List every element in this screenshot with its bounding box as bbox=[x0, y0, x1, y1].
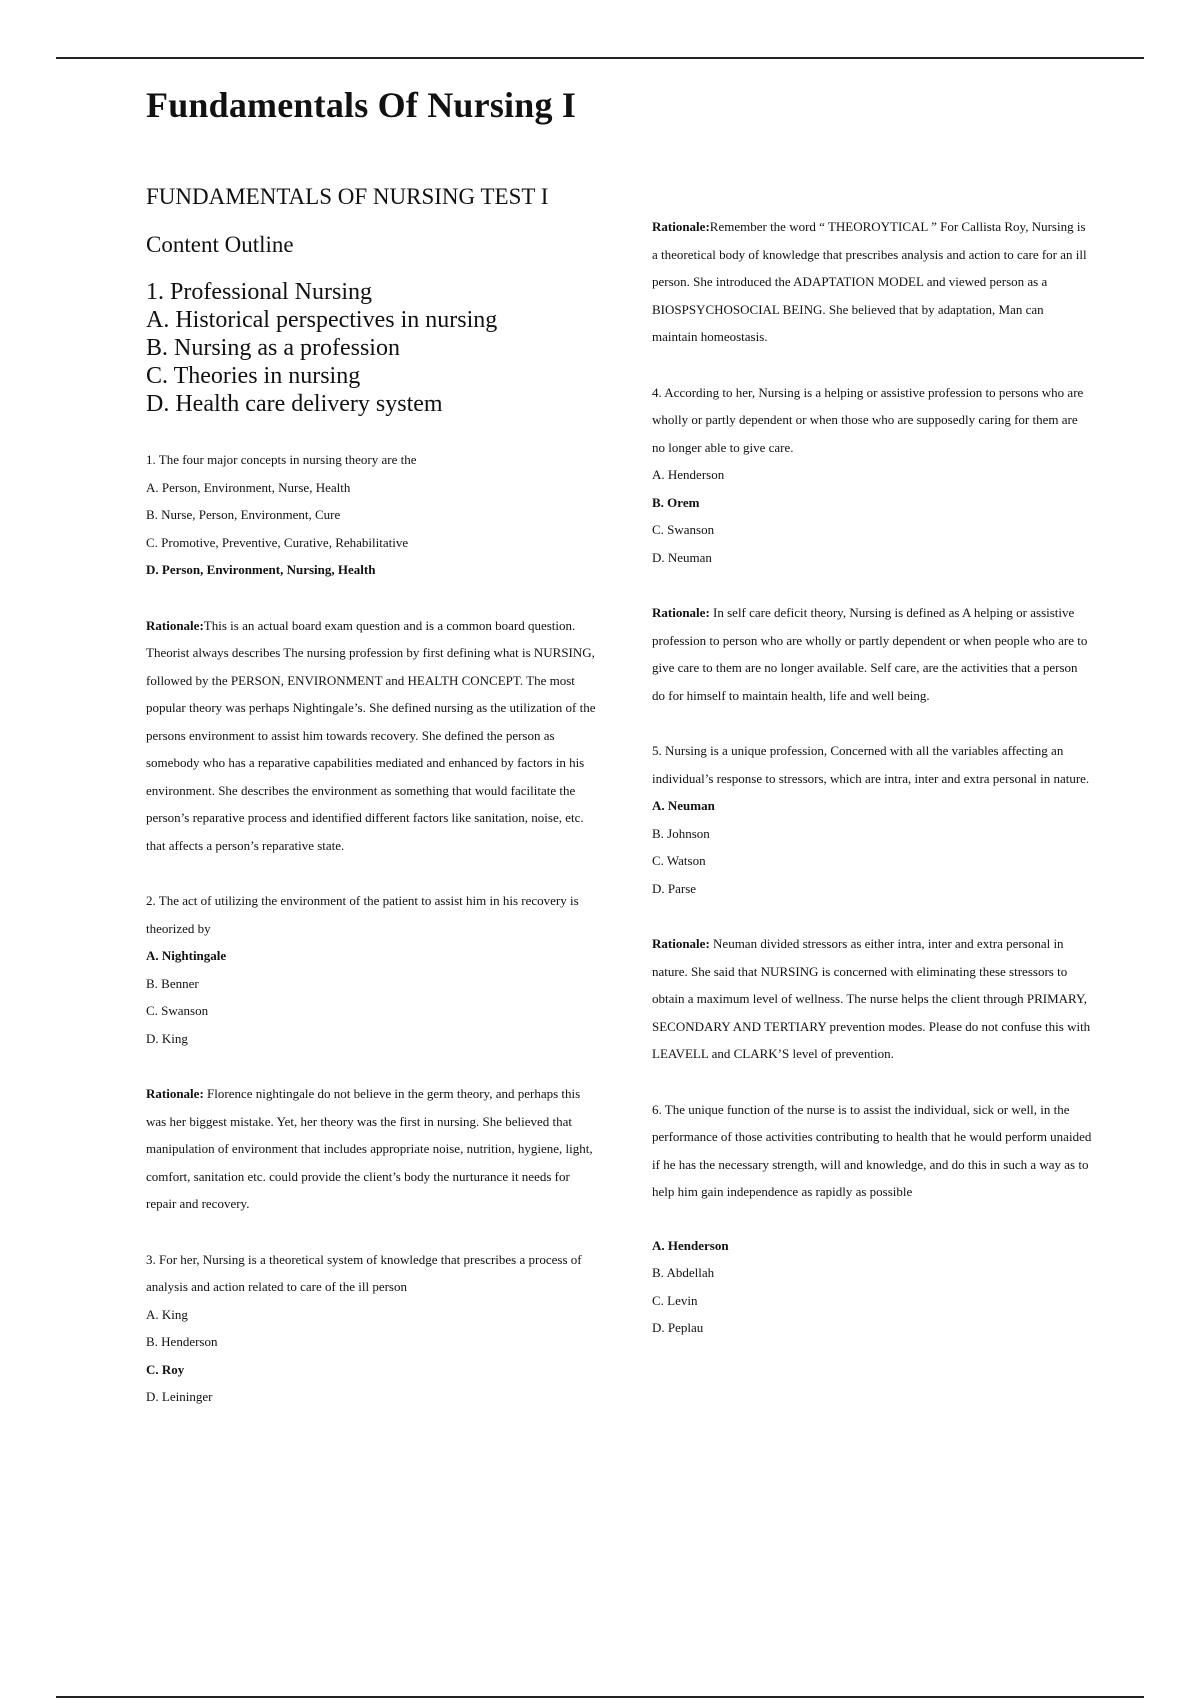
question-3-rationale bbox=[652, 213, 1092, 351]
right-column bbox=[652, 213, 1092, 1342]
spacer bbox=[652, 571, 1092, 599]
answer-option: B. Benner bbox=[146, 975, 199, 991]
rationale-label: Rationale: bbox=[652, 219, 710, 234]
outline-item: C. Theories in nursing bbox=[146, 363, 361, 389]
question-4 bbox=[652, 379, 1092, 710]
answer-option: C. Levin bbox=[652, 1292, 698, 1308]
question-stem: 4. According to her, Nursing is a helping or assistive profession to persons who are wholly or partly dependent or when those who are supposedly caring for them are no longer able to give care. bbox=[652, 384, 1084, 455]
outline-heading: Content Outline bbox=[146, 232, 294, 257]
answer-option: A. Person, Environment, Nurse, Health bbox=[146, 479, 351, 495]
test-title: FUNDAMENTALS OF NURSING TEST I bbox=[146, 184, 549, 209]
spacer bbox=[652, 709, 1092, 737]
answer-option: A. King bbox=[146, 1306, 188, 1322]
answer-option: C. Swanson bbox=[652, 522, 715, 537]
question-stem: 5. Nursing is a unique profession, Concerned with all the variables affecting an individual’s response to stressors, which are intra, inter and extra personal in nature. bbox=[652, 743, 1090, 786]
question-6 bbox=[652, 1096, 1092, 1342]
rationale-label: Rationale: bbox=[146, 617, 204, 633]
question-stem: 3. For her, Nursing is a theoretical system of knowledge that prescribes a process of analysis and action related to care of the ill person bbox=[146, 1251, 582, 1294]
answer-option: D. Neuman bbox=[652, 549, 712, 565]
answer-option: B. Johnson bbox=[652, 825, 710, 841]
outline-item: A. Historical perspectives in nursing bbox=[146, 307, 498, 333]
answer-option: D. Parse bbox=[652, 880, 697, 896]
spacer bbox=[652, 1206, 1092, 1232]
answer-option: B. Henderson bbox=[146, 1334, 218, 1349]
answer-option: B. Nurse, Person, Environment, Cure bbox=[146, 507, 341, 522]
rationale-text: Remember the word “ THEOROYTICAL ” For Callista Roy, Nursing is a theoretical body of knowledge that prescribes analysis and action to care for an ill person. She introduced the ADAPTATION MODEL and viewed person as a BIOSPSYCHOSOCIAL BEING. She believed that by adaptation, Man can maintain homeostasis. bbox=[652, 219, 1087, 344]
spacer bbox=[652, 902, 1092, 930]
spacer bbox=[652, 1068, 1092, 1096]
top-rule bbox=[56, 57, 1144, 59]
outline-item: D. Health care delivery system bbox=[146, 391, 443, 417]
correct-answer-option: A. Henderson bbox=[652, 1237, 729, 1253]
rationale-label: Rationale: bbox=[652, 605, 710, 620]
spacer bbox=[146, 584, 596, 612]
spacer bbox=[146, 1052, 596, 1080]
question-2 bbox=[146, 887, 596, 1218]
answer-option: C. Swanson bbox=[146, 1003, 209, 1018]
rationale-text: In self care deficit theory, Nursing is defined as A helping or assistive profession to person who are wholly or partly dependent or when people who are to give care to them are no longer available. Self care, are the activities that a person do for himself to maintain health, life and well being. bbox=[652, 605, 1088, 703]
question-5 bbox=[652, 737, 1092, 1068]
correct-answer-option: A. Neuman bbox=[652, 798, 715, 813]
correct-answer-option: B. Orem bbox=[652, 494, 700, 510]
answer-option: B. Abdellah bbox=[652, 1265, 715, 1280]
bottom-rule bbox=[56, 1696, 1144, 1698]
rationale-label: Rationale: bbox=[652, 936, 710, 951]
question-stem: 1. The four major concepts in nursing theory are the bbox=[146, 452, 417, 467]
question-3 bbox=[146, 1246, 596, 1411]
rationale bbox=[652, 599, 1092, 709]
spacer bbox=[652, 351, 1092, 379]
answer-option: D. Peplau bbox=[652, 1320, 704, 1335]
answer-option: D. King bbox=[146, 1030, 188, 1046]
rationale-label: Rationale: bbox=[146, 1086, 204, 1101]
rationale bbox=[146, 1080, 596, 1218]
correct-answer-option: D. Person, Environment, Nursing, Health bbox=[146, 562, 376, 577]
rationale bbox=[652, 930, 1092, 1068]
question-stem: 6. The unique function of the nurse is to assist the individual, sick or well, in the performance of those activities contributing to health that he would perform unaided if he has the necessary strength, will and knowledge, and do this in such a way as to help him gain independence as rapidly as possible bbox=[652, 1101, 1092, 1199]
page-title: Fundamentals Of Nursing I bbox=[146, 85, 577, 125]
correct-answer-option: A. Nightingale bbox=[146, 948, 227, 963]
correct-answer-option: C. Roy bbox=[146, 1361, 185, 1377]
rationale bbox=[652, 213, 1092, 351]
spacer bbox=[146, 859, 596, 887]
rationale-text: Florence nightingale do not believe in the germ theory, and perhaps this was her biggest mistake. Yet, her theory was the first in nursing. She believed that manipulation of environment that includes appropriate noise, nutrition, hygiene, light, comfort, sanitation etc. could provide the client’s body the nurturance it needs for repair and recovery. bbox=[146, 1086, 593, 1211]
rationale bbox=[146, 612, 596, 860]
answer-option: C. Promotive, Preventive, Curative, Rehabilitative bbox=[146, 534, 409, 550]
rationale-text: This is an actual board exam question and is a common board question. Theorist always describes The nursing profession by first defining what is NURSING, followed by the PERSON, ENVIRONMENT and HEALTH CONCEPT. The most popular theory was perhaps Nightingale’s. She defined nursing as the utilization of the persons environment to assist him towards recovery. She defined the person as somebody who has a reparative capabilities mediated and enhanced by factors in his environment. She describes the environment as something that would facilitate the person’s reparative process and identified different factors like sanitation, noise, etc. that affects a person’s reparative state. bbox=[146, 617, 596, 853]
spacer bbox=[146, 1218, 596, 1246]
answer-option: A. Henderson bbox=[652, 467, 725, 482]
outline-item: B. Nursing as a profession bbox=[146, 335, 400, 361]
left-column bbox=[146, 184, 596, 1411]
content-outline bbox=[146, 278, 596, 418]
question-stem: 2. The act of utilizing the environment of the patient to assist him in his recovery is theorized by bbox=[146, 893, 579, 936]
question-1 bbox=[146, 446, 596, 859]
answer-option: D. Leininger bbox=[146, 1389, 213, 1404]
rationale-text: Neuman divided stressors as either intra, inter and extra personal in nature. She said that NURSING is concerned with eliminating these stressors to obtain a maximum level of wellness. The nurse helps the client through PRIMARY, SECONDARY AND TERTIARY prevention modes. Please do not confuse this with LEAVELL and CLARK’S level of prevention. bbox=[652, 936, 1091, 1061]
answer-option: C. Watson bbox=[652, 853, 706, 868]
outline-item: 1. Professional Nursing bbox=[146, 279, 372, 305]
